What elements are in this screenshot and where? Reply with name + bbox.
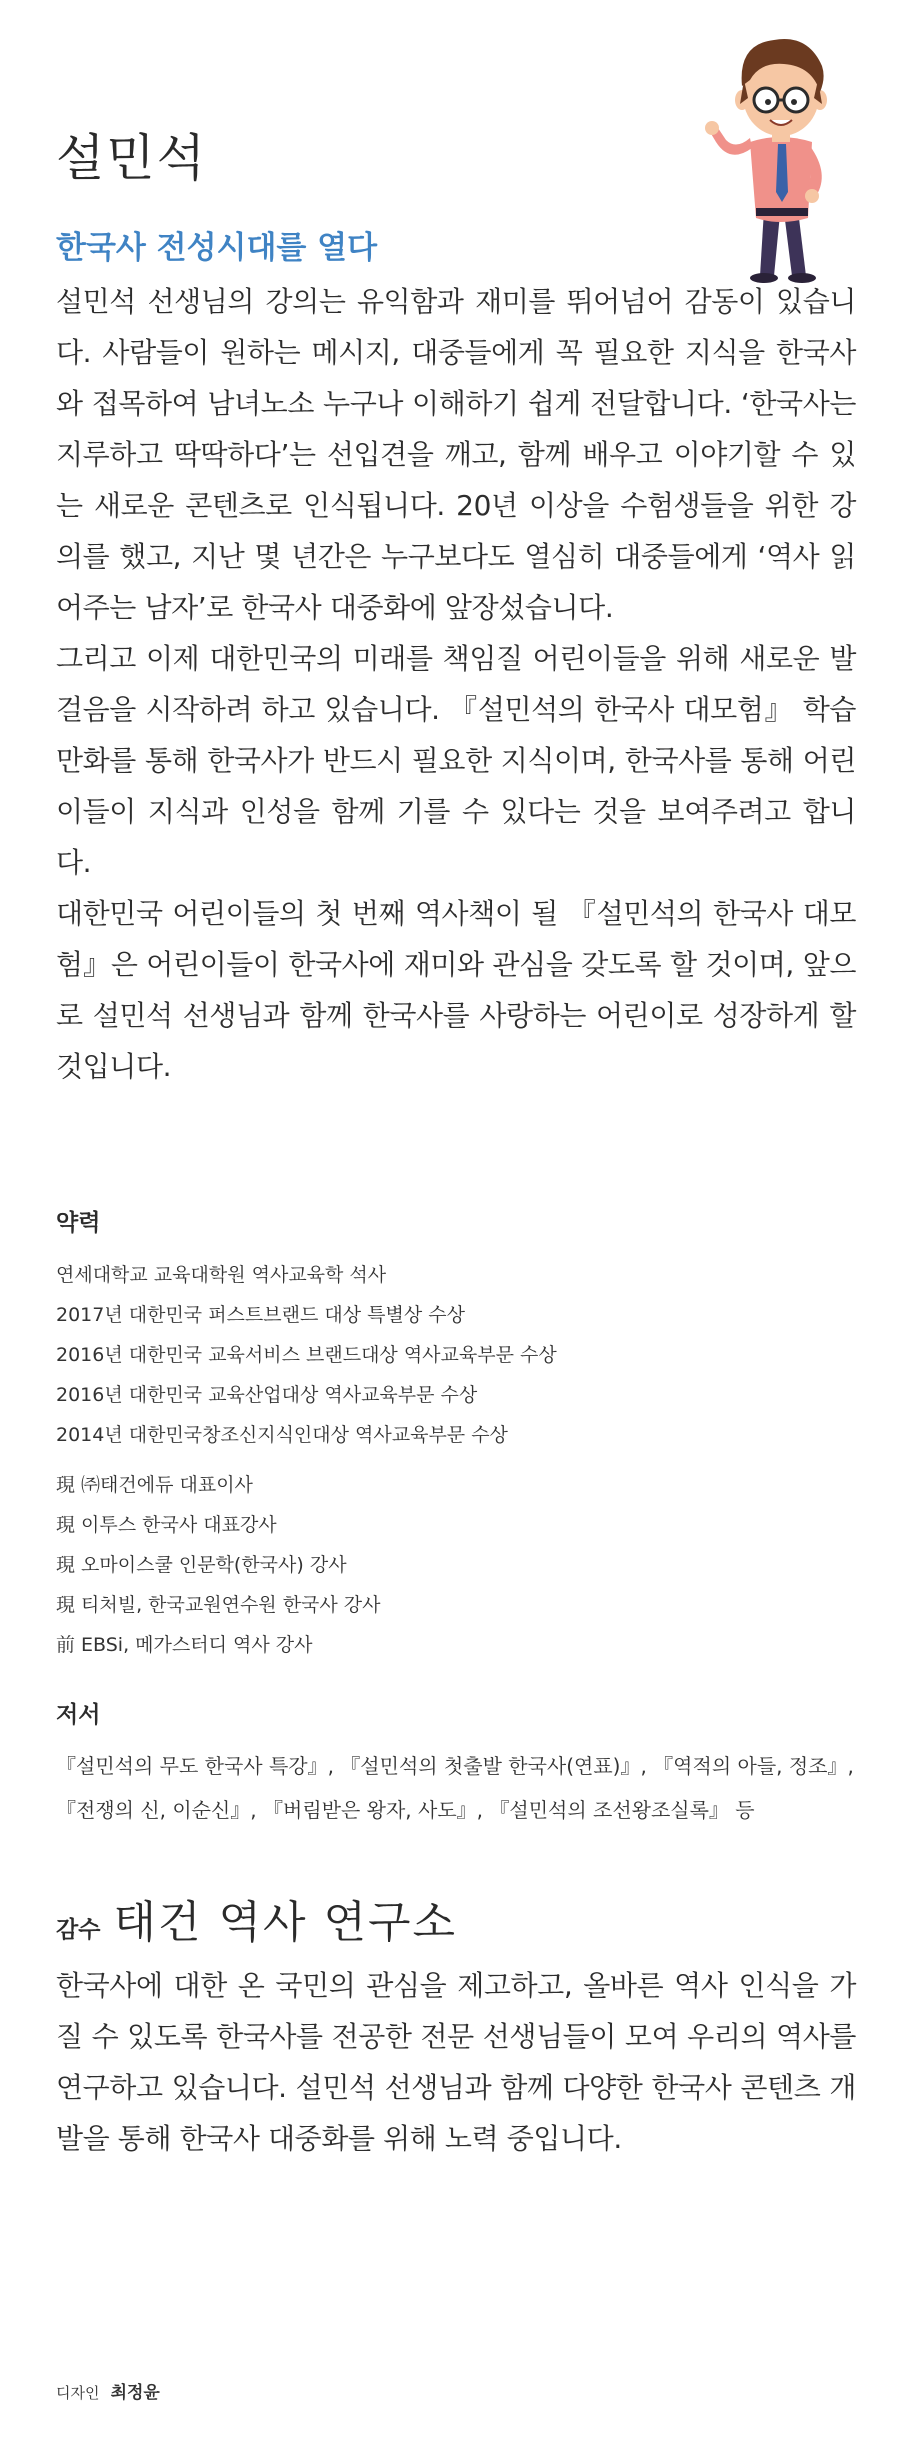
supervision-name: 태건 역사 연구소	[113, 1897, 458, 1948]
books-list: 『설민석의 무도 한국사 특강』, 『설민석의 첫출발 한국사(연표)』, 『역적의 아들, 정조』, 『전쟁의 신, 이순신』, 『버림받은 왕자, 사도』, 『설민석의 조선왕조실록』 등	[56, 1754, 854, 1822]
supervision-description: 한국사에 대한 온 국민의 관심을 제고하고, 올바른 역사 인식을 가질 수 있도록 한국사를 전공한 전문 선생님들이 모여 우리의 역사를 연구하고 있습니다. 설민석 선생님과 함께 다양한 한국사 콘텐츠 개발을 통해 한국사 대중화를 위해 노력 중입니다.	[56, 1969, 856, 2155]
career-item: 연세대학교 교육대학원 역사교육학 석사	[56, 1264, 387, 1286]
career-item: 現 이투스 한국사 대표강사	[56, 1514, 277, 1536]
career-list	[56, 1255, 856, 1665]
career-item: 2017년 대한민국 퍼스트브랜드 대상 특별상 수상	[56, 1304, 465, 1326]
career-item: 2014년 대한민국창조신지식인대상 역사교육부문 수상	[56, 1424, 508, 1446]
credit-name: 최정윤	[110, 2383, 160, 2403]
career-item: 現 ㈜태건에듀 대표이사	[56, 1474, 253, 1496]
supervision-header	[56, 1886, 457, 1950]
bio-paragraph: 설민석 선생님의 강의는 유익함과 재미를 뛰어넘어 감동이 있습니다. 사람들이 원하는 메시지, 대중들에게 꼭 필요한 지식을 한국사와 접목하여 남녀노소 누구나 이해하기 쉽게 전달합니다. ‘한국사는 지루하고 딱딱하다’는 선입견을 깨고, 함께 배우고 이야기할 수 있는 새로운 콘텐츠로 인식됩니다. 20년 이상을 수험생들을 위한 강의를 했고, 지난 몇 년간은 누구보다도 열심히 대중들에게 ‘역사 읽어주는 남자’로 한국사 대중화에 앞장섰습니다.	[56, 285, 856, 624]
author-name: 설민석	[56, 129, 207, 187]
career-item: 2016년 대한민국 교육서비스 브랜드대상 역사교육부문 수상	[56, 1344, 557, 1366]
credit-label: 디자인	[56, 2384, 100, 2402]
author-tagline: 한국사 전성시대를 열다	[56, 230, 378, 266]
career-item: 現 티처빌, 한국교원연수원 한국사 강사	[56, 1594, 381, 1616]
career-item: 現 오마이스쿨 인문학(한국사) 강사	[56, 1554, 347, 1576]
career-item: 2016년 대한민국 교육산업대상 역사교육부문 수상	[56, 1384, 478, 1406]
career-heading: 약력	[56, 1210, 101, 1236]
books-heading: 저서	[56, 1702, 101, 1728]
author-biography	[56, 276, 856, 1092]
career-item: 前 EBSi, 메가스터디 역사 강사	[56, 1634, 313, 1656]
bio-paragraph: 그리고 이제 대한민국의 미래를 책임질 어린이들을 위해 새로운 발걸음을 시작하려 하고 있습니다. 『설민석의 한국사 대모험』 학습 만화를 통해 한국사가 반드시 필요한 지식이며, 한국사를 통해 어린이들이 지식과 인성을 함께 기를 수 있다는 것을 보여주려고 합니다.	[56, 642, 856, 879]
design-credit	[56, 2378, 160, 2403]
cartoon-author-portrait-icon	[680, 14, 880, 284]
bio-paragraph: 대한민국 어린이들의 첫 번째 역사책이 될 『설민석의 한국사 대모험』은 어린이들이 한국사에 재미와 관심을 갖도록 할 것이며, 앞으로 설민석 선생님과 함께 한국사를 사랑하는 어린이로 성장하게 할 것입니다.	[56, 897, 856, 1083]
supervision-label: 감수	[56, 1917, 101, 1943]
